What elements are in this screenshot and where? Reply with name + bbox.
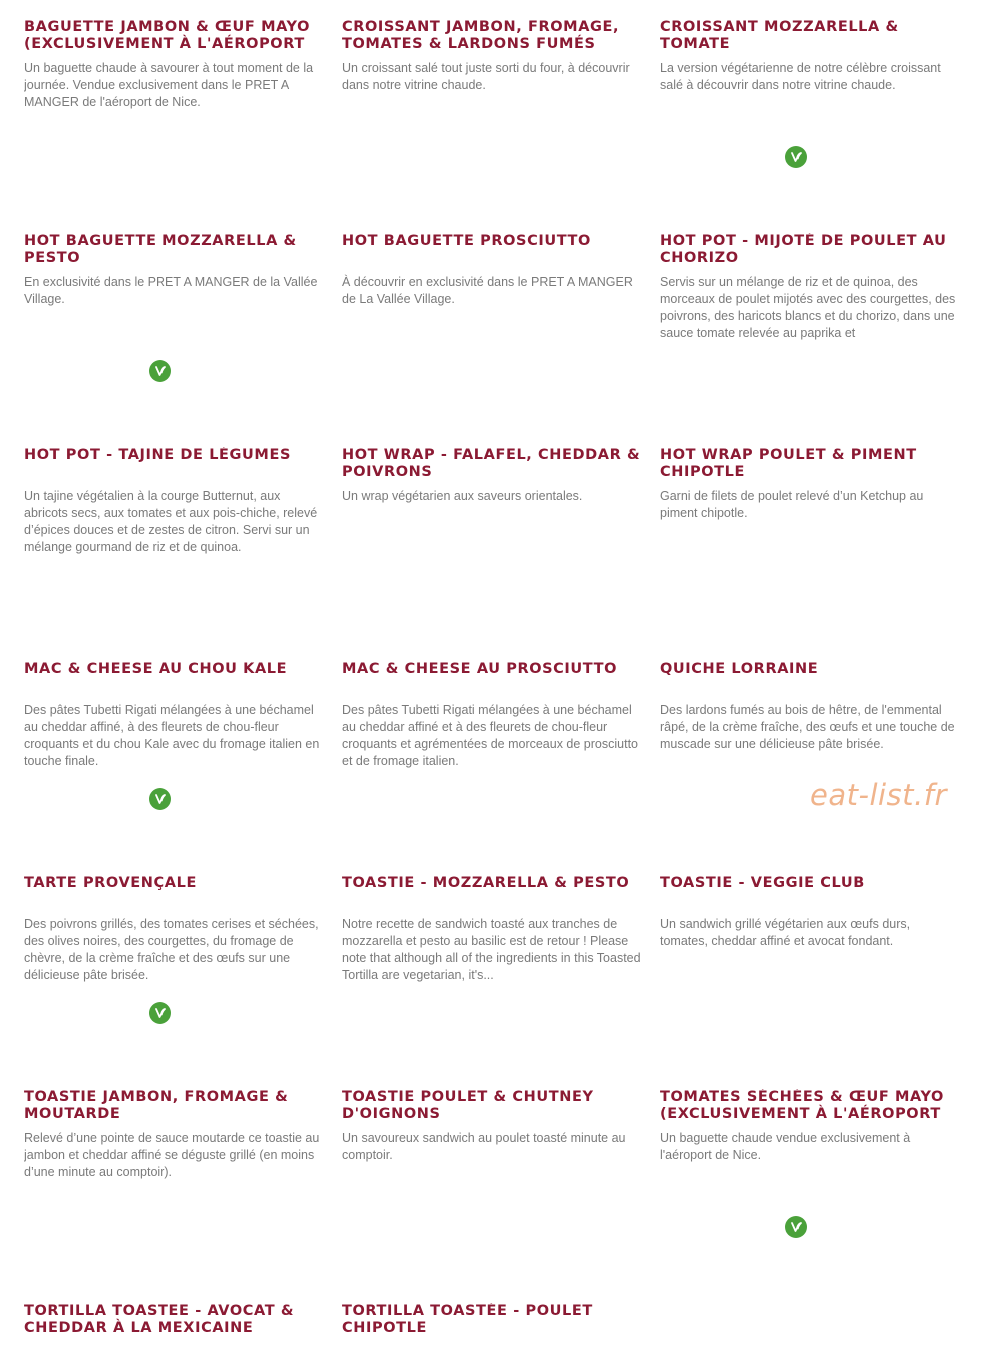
menu-item-card[interactable] xyxy=(342,642,642,852)
menu-item-card[interactable] xyxy=(342,214,642,424)
menu-item-card[interactable] xyxy=(342,1284,642,1368)
menu-item-title[interactable]: TORTILLA TOASTEE - AVOCAT & CHEDDAR À LA MEXICAINE xyxy=(24,1303,295,1336)
menu-item-card[interactable] xyxy=(660,1070,960,1280)
menu-item-description: Des lardons fumés au bois de hêtre, de l'emmental râpé, de la crème fraîche, des œufs et une touche de muscade sur une délicieuse pâte brisée. xyxy=(660,703,955,751)
menu-item-description: Des pâtes Tubetti Rigati mélangées à une béchamel au cheddar affiné et à des fleurets de chou-fleur croquants et agrémentées de morceaux de prosciutto et de fromage italien. xyxy=(342,703,639,768)
menu-item-title[interactable]: MAC & CHEESE AU PROSCIUTTO xyxy=(342,661,618,677)
menu-item-description: À découvrir en exclusivité dans le PRET A MANGER de La Vallée Village. xyxy=(342,275,633,306)
menu-item-title[interactable]: TOASTIE - MOZZARELLA & PESTO xyxy=(342,875,630,891)
vegetarian-leaf-icon xyxy=(149,360,171,382)
menu-item-description: Un wrap végétarien aux saveurs orientales. xyxy=(342,489,583,503)
menu-item-description: Des pâtes Tubetti Rigati mélangées à une béchamel au cheddar affiné, à des fleurets de chou-fleur croquants et du chou Kale avec du fromage italien en touche finale. xyxy=(24,703,320,768)
menu-item-card[interactable] xyxy=(24,856,324,1066)
menu-item-card[interactable] xyxy=(342,856,642,1066)
vegetarian-leaf-icon xyxy=(149,788,171,810)
vegetarian-leaf-icon xyxy=(149,1002,171,1024)
menu-item-title[interactable]: MAC & CHEESE AU CHOU KALE xyxy=(24,661,288,677)
menu-item-card[interactable] xyxy=(660,856,960,1066)
menu-item-card[interactable] xyxy=(24,0,324,210)
menu-item-description: Des poivrons grillés, des tomates cerises et séchées, des olives noires, des courgettes, du fromage de chèvre, de la crème fraîche et des œufs sur une délicieuse pâte brisée. xyxy=(24,917,319,982)
menu-item-card[interactable] xyxy=(342,428,642,638)
menu-item-title[interactable]: HOT BAGUETTE PROSCIUTTO xyxy=(342,233,591,249)
watermark: eat-list.fr xyxy=(810,778,947,812)
menu-item-title[interactable]: HOT WRAP - FALAFEL, CHEDDAR & POIVRONS xyxy=(342,447,641,480)
menu-item-title[interactable]: HOT POT - MIJOTÉ DE POULET AU CHORIZO xyxy=(660,233,947,266)
menu-item-title[interactable]: QUICHE LORRAINE xyxy=(660,661,819,677)
menu-item-description: La version végétarienne de notre célèbre croissant salé à découvrir dans notre vitrine chaude. xyxy=(660,61,941,92)
menu-item-description: Relevé d’une pointe de sauce moutarde ce toastie au jambon et cheddar affiné se déguste grillé (en moins d’une minute au comptoir). xyxy=(24,1131,320,1179)
menu-item-title[interactable]: HOT BAGUETTE MOZZARELLA & PESTO xyxy=(24,233,297,266)
menu-item-description: Un baguette chaude à savourer à tout moment de la journée. Vendue exclusivement dans le PRET A MANGER de l'aéroport de Nice. xyxy=(24,61,314,109)
menu-item-card[interactable] xyxy=(24,1284,324,1368)
menu-item-title[interactable]: TOASTIE - VEGGIE CLUB xyxy=(660,875,865,891)
menu-item-card[interactable] xyxy=(660,0,960,210)
menu-item-description: Notre recette de sandwich toasté aux tranches de mozzarella et pesto au basilic est de retour ! Please note that although all of the ingredients in this Toasted Tortilla are vegetarian, it's... xyxy=(342,917,641,982)
menu-item-description: Servis sur un mélange de riz et de quinoa, des morceaux de poulet mijotés avec des courgettes, des poivrons, des haricots blancs et du chorizo, dans une sauce tomate relevée au paprika et xyxy=(660,275,956,340)
vegetarian-leaf-icon xyxy=(785,146,807,168)
menu-item-description: Un savoureux sandwich au poulet toasté minute au comptoir. xyxy=(342,1131,626,1162)
menu-item-title[interactable]: HOT WRAP POULET & PIMENT CHIPOTLE xyxy=(660,447,917,480)
menu-item-card[interactable] xyxy=(24,428,324,638)
menu-item-title[interactable]: CROISSANT JAMBON, FROMAGE, TOMATES & LARDONS FUMÉS xyxy=(342,19,620,52)
menu-item-title[interactable]: BAGUETTE JAMBON & ŒUF MAYO (EXCLUSIVEMENT À L'AÉROPORT xyxy=(24,19,311,52)
menu-item-title[interactable]: TORTILLA TOASTÉE - POULET CHIPOTLE xyxy=(342,1303,593,1336)
menu-item-card[interactable] xyxy=(660,428,960,638)
menu-item-title[interactable]: TOMATES SÉCHÉES & ŒUF MAYO (EXCLUSIVEMENT À L'AÉROPORT xyxy=(660,1089,944,1122)
vegetarian-leaf-icon xyxy=(785,1216,807,1238)
menu-item-description: Un sandwich grillé végétarien aux œufs durs, tomates, cheddar affiné et avocat fondant. xyxy=(660,917,911,948)
menu-item-description: En exclusivité dans le PRET A MANGER de la Vallée Village. xyxy=(24,275,318,306)
menu-item-description: Un croissant salé tout juste sorti du four, à découvrir dans notre vitrine chaude. xyxy=(342,61,630,92)
menu-item-description: Garni de filets de poulet relevé d’un Ketchup au piment chipotle. xyxy=(660,489,924,520)
menu-item-description: Un tajine végétalien à la courge Butternut, aux abricots secs, aux tomates et aux pois-chiche, relevé d’épices douces et de zestes de citron. Servi sur un mélange gourmand de riz et de quinoa. xyxy=(24,489,318,554)
menu-item-card[interactable] xyxy=(24,642,324,852)
menu-item-title[interactable]: HOT POT - TAJINE DE LÉGUMES xyxy=(24,447,292,463)
menu-item-description: Un baguette chaude vendue exclusivement à l'aéroport de Nice. xyxy=(660,1131,911,1162)
menu-item-title[interactable]: TOASTIE JAMBON, FROMAGE & MOUTARDE xyxy=(24,1089,289,1122)
menu-item-card[interactable] xyxy=(342,0,642,210)
menu-item-card[interactable] xyxy=(24,214,324,424)
menu-item-card[interactable] xyxy=(24,1070,324,1280)
menu-item-title[interactable]: TOASTIE POULET & CHUTNEY D'OIGNONS xyxy=(342,1089,594,1122)
menu-item-title[interactable]: TARTE PROVENÇALE xyxy=(24,875,197,891)
menu-item-card[interactable] xyxy=(342,1070,642,1280)
menu-item-card[interactable] xyxy=(660,642,960,852)
menu-item-card[interactable] xyxy=(660,214,960,424)
menu-item-title[interactable]: CROISSANT MOZZARELLA & TOMATE xyxy=(660,19,899,52)
